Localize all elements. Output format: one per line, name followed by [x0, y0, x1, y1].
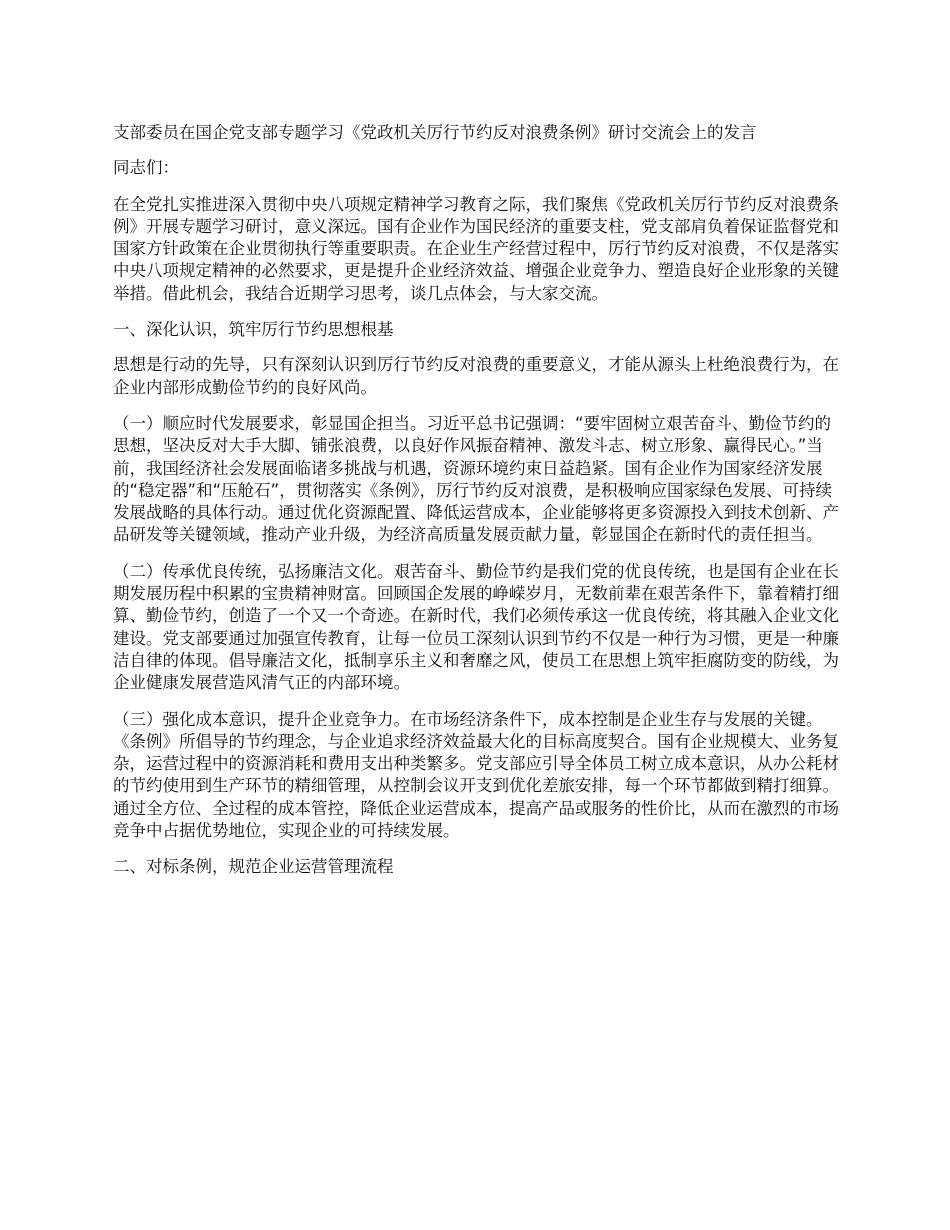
- salutation: 同志们：: [113, 158, 179, 178]
- section-1-intro-paragraph: 思想是行动的先导，只有深刻认识到厉行节约反对浪费的重要意义，才能从源头上杜绝浪费行为，在企业内部形成勤俭节约的良好风尚。: [113, 355, 839, 397]
- document-title: 支部委员在国企党支部专题学习《党政机关厉行节约反对浪费条例》研讨交流会上的发言: [113, 123, 757, 142]
- point-3-paragraph: （三）强化成本意识，提升企业竞争力。在市场经济条件下，成本控制是企业生存与发展的关键。《条例》所倡导的节约理念，与企业追求经济效益最大化的目标高度契合。国有企业规模大、业务复杂，运营过程中的资源消耗和费用支出种类繁多。党支部应引导全体员工树立成本意识，从办公耗材的节约使用到生产环节的精细管理，从控制会议开支到优化差旅安排，每一个环节都做到精打细算。通过全方位、全过程的成本管控，降低企业运营成本，提高产品或服务的性价比，从而在激烈的市场竞争中占据优势地位，实现企业的可持续发展。: [113, 709, 839, 841]
- point-2-paragraph: （二）传承优良传统，弘扬廉洁文化。艰苦奋斗、勤俭节约是我们党的优良传统，也是国有企业在长期发展历程中积累的宝贵精神财富。回顾国企发展的峥嵘岁月，无数前辈在艰苦条件下，靠着精打细算、勤俭节约，创造了一个又一个奇迹。在新时代，我们必须传承这一优良传统，将其融入企业文化建设。党支部要通过加强宣传教育，让每一位员工深刻认识到节约不仅是一种行为习惯，更是一种廉洁自律的体现。倡导廉洁文化，抵制享乐主义和奢靡之风，使员工在思想上筑牢拒腐防变的防线，为企业健康发展营造风清气正的内部环境。: [113, 561, 839, 693]
- section-heading-2: 二、对标条例，规范企业运营管理流程: [113, 857, 394, 877]
- point-1-paragraph: （一）顺应时代发展要求，彰显国企担当。习近平总书记强调：“要牢固树立艰苦奋斗、勤俭节约的思想，坚决反对大手大脚、铺张浪费，以良好作风振奋精神、激发斗志、树立形象、赢得民心。”当前，我国经济社会发展面临诸多挑战与机遇，资源环境约束日益趋紧。国有企业作为国家经济发展的“稳定器”和“压舱石”，贯彻落实《条例》，厉行节约反对浪费，是积极响应国家绿色发展、可持续发展战略的具体行动。通过优化资源配置、降低运营成本，企业能够将更多资源投入到技术创新、产品研发等关键领域，推动产业升级，为经济高质量发展贡献力量，彰显国企在新时代的责任担当。: [113, 413, 839, 545]
- document-body: [113, 122, 840, 892]
- intro-paragraph: 在全党扎实推进深入贯彻中央八项规定精神学习教育之际，我们聚焦《党政机关厉行节约反对浪费条例》开展专题学习研讨，意义深远。国有企业作为国民经济的重要支柱，党支部肩负着保证监督党和国家方针政策在企业贯彻执行等重要职责。在企业生产经营过程中，厉行节约反对浪费，不仅是落实中央八项规定精神的必然要求，更是提升企业经济效益、增强企业竞争力、塑造良好企业形象的关键举措。借此机会，我结合近期学习思考，谈几点体会，与大家交流。: [113, 194, 839, 303]
- section-heading-1: 一、深化认识，筑牢厉行节约思想根基: [113, 320, 394, 340]
